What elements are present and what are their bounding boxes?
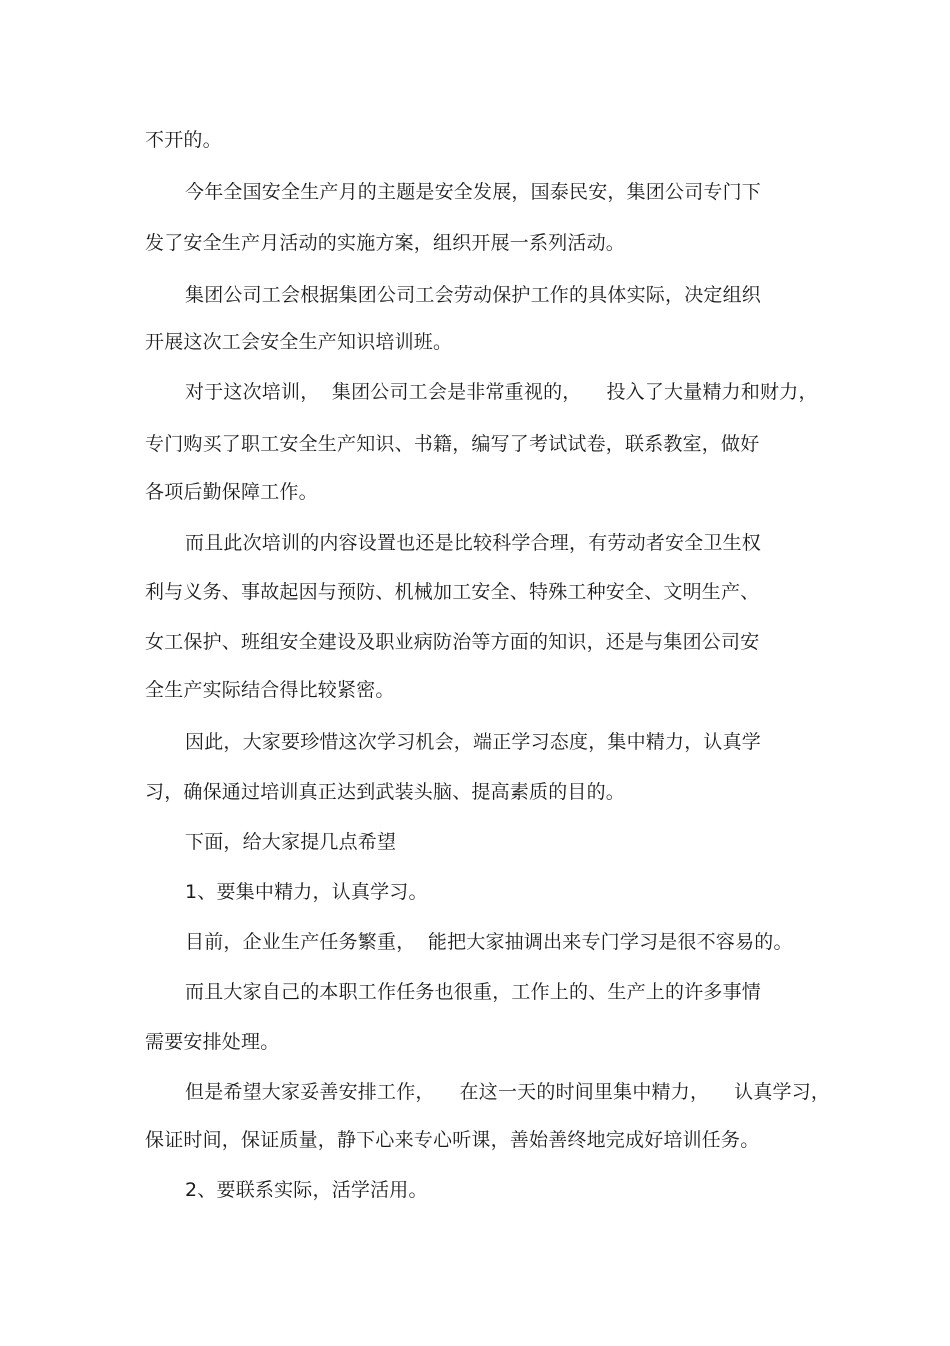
paragraph-start: 集团公司工会根据集团公司工会劳动保护工作的具体实际，决定组织 — [185, 284, 762, 306]
paragraph-start: 因此，大家要珍惜这次学习机会，端正学习态度，集中精力，认真学 — [185, 731, 762, 753]
paragraph-start: 目前，企业生产任务繁重， 能把大家抽调出来专门学习是很不容易的。 — [185, 931, 793, 953]
text-line: 利与义务、事故起因与预防、机械加工安全、特殊工种安全、文明生产、 — [145, 581, 760, 603]
paragraph-start: 对于这次培训， 集团公司工会是非常重视的， 投入了大量精力和财力， — [185, 381, 818, 403]
text-line: 全生产实际结合得比较紧密。 — [145, 679, 395, 701]
text-line: 保证时间，保证质量，静下心来专心听课，善始善终地完成好培训任务。 — [145, 1129, 760, 1151]
text-line: 不开的。 — [145, 129, 222, 151]
list-heading: 1、要集中精力，认真学习。 — [185, 881, 428, 903]
text-line: 女工保护、班组安全建设及职业病防治等方面的知识，还是与集团公司安 — [145, 631, 760, 653]
text-line: 习，确保通过培训真正达到武装头脑、提高素质的目的。 — [145, 781, 626, 803]
text-line: 各项后勤保障工作。 — [145, 481, 318, 503]
paragraph-start: 今年全国安全生产月的主题是安全发展，国泰民安，集团公司专门下 — [185, 181, 762, 203]
paragraph-start: 下面，给大家提几点希望 — [185, 831, 397, 853]
paragraph-start: 而且大家自己的本职工作任务也很重，工作上的、生产上的许多事情 — [185, 981, 762, 1003]
text-line: 发了安全生产月活动的实施方案，组织开展一系列活动。 — [145, 232, 626, 254]
text-line: 需要安排处理。 — [145, 1031, 280, 1053]
text-line: 专门购买了职工安全生产知识、书籍，编写了考试试卷，联系教室，做好 — [145, 433, 760, 455]
paragraph-start: 但是希望大家妥善安排工作， 在这一天的时间里集中精力， 认真学习， — [185, 1081, 831, 1103]
paragraph-start: 而且此次培训的内容设置也还是比较科学合理，有劳动者安全卫生权 — [185, 532, 762, 554]
text-line: 开展这次工会安全生产知识培训班。 — [145, 331, 453, 353]
list-heading: 2、要联系实际，活学活用。 — [185, 1179, 428, 1201]
